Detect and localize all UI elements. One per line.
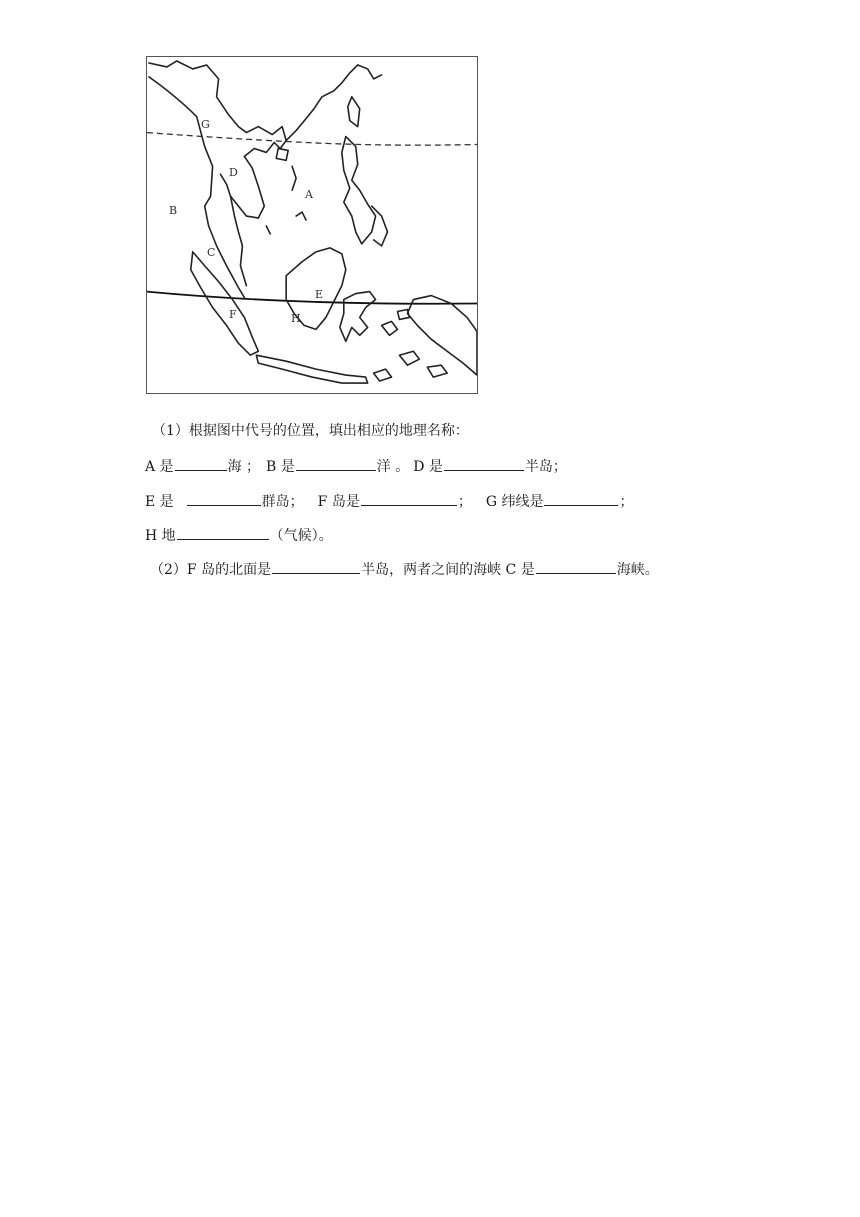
d-prefix: D 是 <box>413 459 443 475</box>
question2-line <box>150 559 659 579</box>
q2-middle: 半岛，两者之间的海峡 C 是 <box>361 562 535 578</box>
q2-suffix: 海峡。 <box>616 562 659 578</box>
equator-line <box>147 292 477 304</box>
tropic-line <box>147 133 477 146</box>
f-prefix: F 岛是 <box>317 494 360 510</box>
question1-line-abd <box>145 456 567 476</box>
b-prefix: B 是 <box>266 459 295 475</box>
map-label-h: H <box>291 312 301 325</box>
blank-f[interactable] <box>361 491 457 506</box>
blank-a[interactable] <box>175 456 227 471</box>
blank-h[interactable] <box>177 525 269 540</box>
question1-line-efg <box>145 491 633 511</box>
f-suffix: ； <box>457 494 472 510</box>
map-label-b: B <box>169 204 178 217</box>
blank-e[interactable] <box>187 491 261 506</box>
h-suffix: （气候）。 <box>269 528 333 544</box>
blank-b[interactable] <box>296 456 376 471</box>
map-label-f: F <box>229 308 237 321</box>
e-prefix: E 是 <box>145 494 174 510</box>
southeast-asia-map <box>146 56 478 394</box>
q2-prefix: （2）F 岛的北面是 <box>150 562 272 578</box>
g-suffix: ； <box>619 494 634 510</box>
d-suffix: 半岛； <box>524 459 567 475</box>
blank-strait[interactable] <box>536 559 616 574</box>
blank-d[interactable] <box>444 456 524 471</box>
map-label-c: C <box>207 246 216 259</box>
map-label-d: D <box>229 166 238 179</box>
map-label-a: A <box>305 188 313 201</box>
e-suffix: 群岛； <box>261 494 304 510</box>
question1-prompt: （1）根据图中代号的位置，填出相应的地理名称： <box>152 423 469 439</box>
b-suffix: 洋 。 <box>376 459 410 475</box>
a-prefix: A 是 <box>145 459 174 475</box>
blank-g[interactable] <box>544 491 618 506</box>
blank-peninsula[interactable] <box>272 559 360 574</box>
g-prefix: G 纬线是 <box>485 494 544 510</box>
question1-line-h <box>145 525 333 545</box>
h-prefix: H 地 <box>145 528 176 544</box>
map-label-g: G <box>201 118 210 131</box>
map-outline-drawing <box>147 57 477 393</box>
map-label-e: E <box>315 288 324 301</box>
coastlines <box>149 61 477 383</box>
a-suffix: 海 ； <box>227 459 261 475</box>
